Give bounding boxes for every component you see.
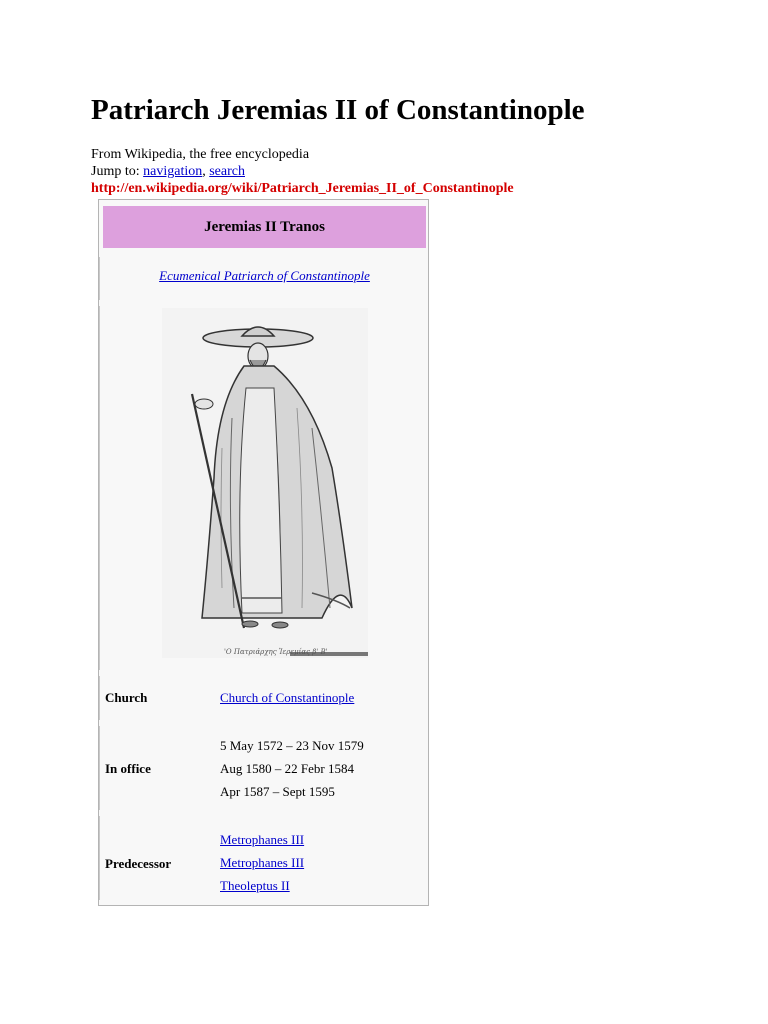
page-title: Patriarch Jeremias II of Constantinople [91,94,585,126]
row-label-church: Church [105,690,148,705]
jump-to-label: Jump to: [91,164,140,179]
portrait-image[interactable] [162,308,368,658]
row-label-in-office: In office [105,761,151,776]
predecessor-link-3[interactable]: Theoleptus II [220,878,290,893]
row-value-predecessor [220,828,304,897]
church-link[interactable]: Church of Constantinople [220,690,355,705]
image-divider [99,306,100,670]
term-2: Aug 1580 – 22 Febr 1584 [220,761,354,776]
term-3: Apr 1587 – Sept 1595 [220,784,335,799]
predecessor-link-2[interactable]: Metrophanes III [220,855,305,870]
term-1: 5 May 1572 – 23 Nov 1579 [220,738,364,753]
search-link[interactable]: search [209,164,245,179]
in-office-divider [99,726,100,810]
predecessor-divider [99,816,100,900]
navigation-link[interactable]: navigation [143,164,203,179]
row-value-in-office [220,734,364,803]
church-divider [99,676,100,720]
infobox [98,199,429,906]
row-value-church [220,686,354,709]
source-line: From Wikipedia, the free encyclopedia [91,147,310,162]
image-caption: 'O Πατριάρχης Ἱερεμίας β' Β' [224,648,328,656]
infobox-header: Jeremias II Tranos [103,206,426,248]
predecessor-link-1[interactable]: Metrophanes III [220,832,305,847]
page-url: http://en.wikipedia.org/wiki/Patriarch_Jeremias_II_of_Constantinople [91,181,514,196]
page-meta [91,146,514,197]
row-label-predecessor: Predecessor [105,856,172,871]
jump-to-line [91,163,514,180]
jump-separator: , [202,164,206,179]
patriarch-engraving [162,308,368,658]
infobox-subtitle-link[interactable]: Ecumenical Patriarch of Constantinople [159,268,370,283]
